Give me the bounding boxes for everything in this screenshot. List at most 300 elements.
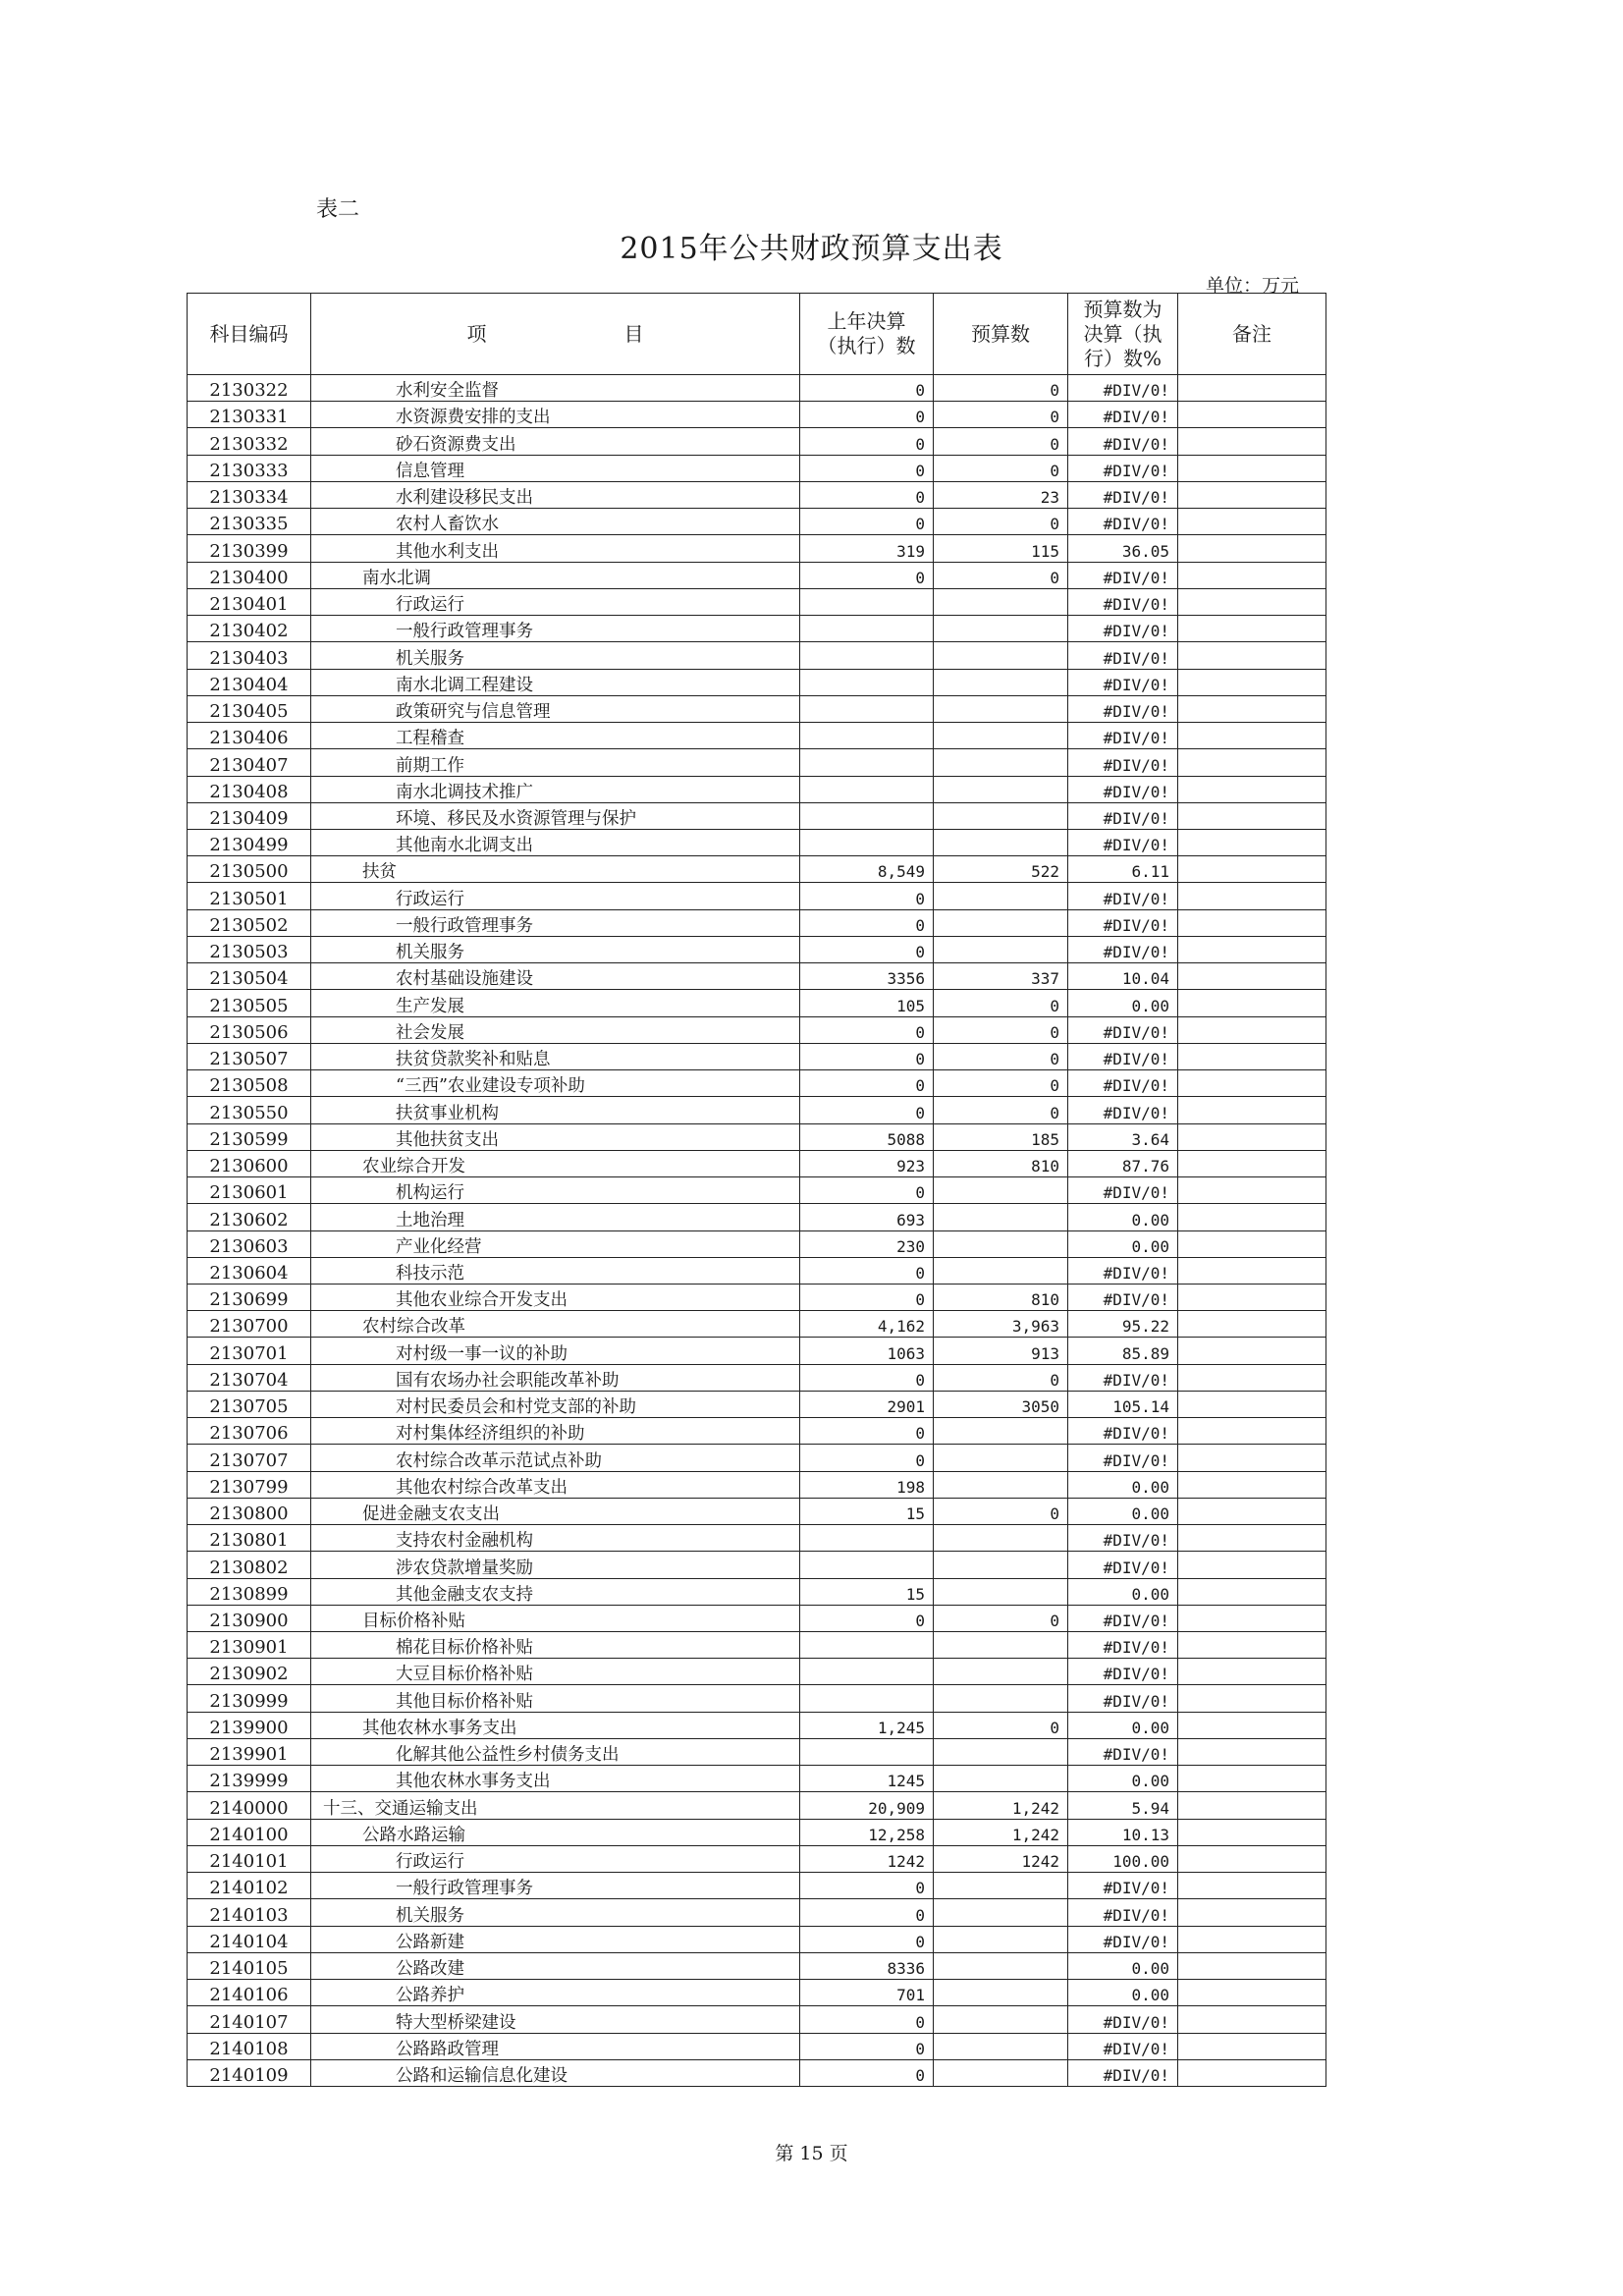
code-cell: 2130404 xyxy=(188,669,311,695)
note-cell xyxy=(1178,963,1326,990)
note-cell xyxy=(1178,936,1326,962)
item-name-cell: “三西”农业建设专项补助 xyxy=(311,1070,800,1097)
item-name-cell: 扶贫事业机构 xyxy=(311,1097,800,1123)
code-cell: 2130900 xyxy=(188,1605,311,1631)
note-cell xyxy=(1178,802,1326,829)
item-name-cell: 农村基础设施建设 xyxy=(311,963,800,990)
item-name-cell: 行政运行 xyxy=(311,883,800,909)
table-row xyxy=(188,669,1326,695)
table-row xyxy=(188,1230,1326,1257)
budget-cell: 0 xyxy=(934,428,1068,455)
item-name-cell: 一般行政管理事务 xyxy=(311,909,800,936)
code-cell: 2130499 xyxy=(188,829,311,855)
last-year-cell: 2901 xyxy=(800,1391,934,1417)
code-cell: 2130405 xyxy=(188,695,311,722)
note-cell xyxy=(1178,1070,1326,1097)
ratio-cell: #DIV/0! xyxy=(1068,562,1178,588)
last-year-cell: 3356 xyxy=(800,963,934,990)
last-year-cell: 1242 xyxy=(800,1845,934,1872)
code-cell: 2130335 xyxy=(188,509,311,535)
item-name-cell: 农村综合改革 xyxy=(311,1311,800,1338)
ratio-cell: #DIV/0! xyxy=(1068,588,1178,615)
item-name-cell: 扶贫 xyxy=(311,856,800,883)
table-row xyxy=(188,2006,1326,2033)
last-year-cell: 8336 xyxy=(800,1952,934,1979)
note-cell xyxy=(1178,1845,1326,1872)
note-cell xyxy=(1178,1097,1326,1123)
budget-cell xyxy=(934,749,1068,776)
note-cell xyxy=(1178,1123,1326,1150)
code-cell: 2130700 xyxy=(188,1311,311,1338)
ratio-cell: #DIV/0! xyxy=(1068,1284,1178,1310)
item-name-cell: 机关服务 xyxy=(311,936,800,962)
last-year-cell: 0 xyxy=(800,883,934,909)
item-name-cell: 公路养护 xyxy=(311,1980,800,2006)
last-year-cell xyxy=(800,695,934,722)
table-row xyxy=(188,481,1326,508)
ratio-cell: #DIV/0! xyxy=(1068,802,1178,829)
code-cell: 2130334 xyxy=(188,481,311,508)
note-cell xyxy=(1178,1284,1326,1310)
last-year-cell: 0 xyxy=(800,481,934,508)
last-year-cell: 0 xyxy=(800,1257,934,1284)
last-year-cell: 0 xyxy=(800,509,934,535)
note-cell xyxy=(1178,1043,1326,1069)
table-row xyxy=(188,1926,1326,1952)
note-cell xyxy=(1178,1311,1326,1338)
item-name-cell: 其他农林水事务支出 xyxy=(311,1766,800,1792)
table-row xyxy=(188,1578,1326,1605)
code-cell: 2139901 xyxy=(188,1738,311,1765)
table-row xyxy=(188,1097,1326,1123)
table-row xyxy=(188,1471,1326,1498)
table-row xyxy=(188,455,1326,481)
note-cell xyxy=(1178,1605,1326,1631)
code-cell: 2130800 xyxy=(188,1498,311,1524)
note-cell xyxy=(1178,509,1326,535)
item-name-cell: 社会发展 xyxy=(311,1016,800,1043)
ratio-cell: 0.00 xyxy=(1068,1952,1178,1979)
budget-cell xyxy=(934,1632,1068,1659)
table-row xyxy=(188,1766,1326,1792)
code-cell: 2130705 xyxy=(188,1391,311,1417)
item-name-cell: 砂石资源费支出 xyxy=(311,428,800,455)
last-year-cell: 0 xyxy=(800,428,934,455)
budget-cell: 0 xyxy=(934,1097,1068,1123)
code-cell: 2130601 xyxy=(188,1177,311,1204)
item-name-cell: 工程稽查 xyxy=(311,723,800,749)
budget-cell xyxy=(934,909,1068,936)
table-row xyxy=(188,883,1326,909)
col-header-note: 备注 xyxy=(1178,294,1326,375)
budget-cell: 115 xyxy=(934,535,1068,562)
budget-cell: 3,963 xyxy=(934,1311,1068,1338)
table-row xyxy=(188,1043,1326,1069)
note-cell xyxy=(1178,1177,1326,1204)
code-cell: 2130504 xyxy=(188,963,311,990)
table-row xyxy=(188,1552,1326,1578)
item-name-cell: 国有农场办社会职能改革补助 xyxy=(311,1364,800,1391)
note-cell xyxy=(1178,2006,1326,2033)
table-row xyxy=(188,1257,1326,1284)
code-cell: 2130507 xyxy=(188,1043,311,1069)
table-row xyxy=(188,1338,1326,1364)
budget-cell xyxy=(934,723,1068,749)
ratio-cell: #DIV/0! xyxy=(1068,2033,1178,2059)
code-cell: 2130999 xyxy=(188,1685,311,1712)
code-cell: 2130899 xyxy=(188,1578,311,1605)
note-cell xyxy=(1178,1338,1326,1364)
code-cell: 2130403 xyxy=(188,642,311,669)
last-year-cell: 8,549 xyxy=(800,856,934,883)
note-cell xyxy=(1178,455,1326,481)
budget-cell: 3050 xyxy=(934,1391,1068,1417)
item-name-cell: 行政运行 xyxy=(311,1845,800,1872)
item-name-cell: 对村级一事一议的补助 xyxy=(311,1338,800,1364)
ratio-cell: 0.00 xyxy=(1068,1230,1178,1257)
code-cell: 2140100 xyxy=(188,1819,311,1845)
table-row xyxy=(188,829,1326,855)
last-year-cell xyxy=(800,723,934,749)
last-year-cell: 12,258 xyxy=(800,1819,934,1845)
code-cell: 2130699 xyxy=(188,1284,311,1310)
code-cell: 2130602 xyxy=(188,1204,311,1230)
item-name-cell: 南水北调 xyxy=(311,562,800,588)
budget-cell xyxy=(934,1257,1068,1284)
budget-cell xyxy=(934,829,1068,855)
budget-cell xyxy=(934,1525,1068,1552)
table-row xyxy=(188,936,1326,962)
table-row xyxy=(188,1605,1326,1631)
ratio-cell: 6.11 xyxy=(1068,856,1178,883)
table-row xyxy=(188,1498,1326,1524)
code-cell: 2130599 xyxy=(188,1123,311,1150)
item-name-cell: 水利建设移民支出 xyxy=(311,481,800,508)
code-cell: 2130400 xyxy=(188,562,311,588)
ratio-cell: 10.04 xyxy=(1068,963,1178,990)
code-cell: 2130408 xyxy=(188,776,311,802)
table-row xyxy=(188,1980,1326,2006)
last-year-cell: 0 xyxy=(800,1097,934,1123)
budget-cell: 913 xyxy=(934,1338,1068,1364)
last-year-cell xyxy=(800,749,934,776)
code-cell: 2130506 xyxy=(188,1016,311,1043)
budget-cell xyxy=(934,1873,1068,1899)
ratio-cell: 0.00 xyxy=(1068,1578,1178,1605)
code-cell: 2130503 xyxy=(188,936,311,962)
item-name-cell: 扶贫贷款奖补和贴息 xyxy=(311,1043,800,1069)
note-cell xyxy=(1178,723,1326,749)
ratio-cell: #DIV/0! xyxy=(1068,1043,1178,1069)
code-cell: 2130333 xyxy=(188,455,311,481)
note-cell xyxy=(1178,2059,1326,2086)
code-cell: 2130505 xyxy=(188,990,311,1016)
code-cell: 2130401 xyxy=(188,588,311,615)
table-row xyxy=(188,723,1326,749)
note-cell xyxy=(1178,1819,1326,1845)
note-cell xyxy=(1178,428,1326,455)
code-cell: 2130704 xyxy=(188,1364,311,1391)
table-row xyxy=(188,588,1326,615)
table-row xyxy=(188,1525,1326,1552)
note-cell xyxy=(1178,1525,1326,1552)
code-cell: 2130331 xyxy=(188,402,311,428)
code-cell: 2130801 xyxy=(188,1525,311,1552)
last-year-cell xyxy=(800,1738,934,1765)
last-year-cell: 0 xyxy=(800,1284,934,1310)
table-row xyxy=(188,1364,1326,1391)
table-row xyxy=(188,1445,1326,1471)
item-name-cell: 其他农林水事务支出 xyxy=(311,1712,800,1738)
budget-cell xyxy=(934,1418,1068,1445)
item-name-cell: 农业综合开发 xyxy=(311,1150,800,1176)
note-cell xyxy=(1178,749,1326,776)
last-year-cell xyxy=(800,1552,934,1578)
last-year-cell: 1063 xyxy=(800,1338,934,1364)
budget-cell xyxy=(934,1204,1068,1230)
last-year-cell xyxy=(800,1685,934,1712)
note-cell xyxy=(1178,829,1326,855)
table-row xyxy=(188,562,1326,588)
budget-cell: 1,242 xyxy=(934,1792,1068,1819)
ratio-cell: #DIV/0! xyxy=(1068,723,1178,749)
note-cell xyxy=(1178,1230,1326,1257)
item-name-cell: 一般行政管理事务 xyxy=(311,616,800,642)
ratio-cell: #DIV/0! xyxy=(1068,428,1178,455)
table-row xyxy=(188,1792,1326,1819)
ratio-cell: #DIV/0! xyxy=(1068,1552,1178,1578)
budget-cell: 0 xyxy=(934,375,1068,402)
note-cell xyxy=(1178,990,1326,1016)
ratio-cell: #DIV/0! xyxy=(1068,695,1178,722)
note-cell xyxy=(1178,1712,1326,1738)
table-label: 表二 xyxy=(316,197,360,222)
code-cell: 2130500 xyxy=(188,856,311,883)
code-cell: 2140109 xyxy=(188,2059,311,2086)
table-row xyxy=(188,1391,1326,1417)
budget-cell xyxy=(934,1738,1068,1765)
last-year-cell: 0 xyxy=(800,1043,934,1069)
budget-cell: 0 xyxy=(934,509,1068,535)
ratio-cell: #DIV/0! xyxy=(1068,2006,1178,2033)
budget-cell: 0 xyxy=(934,1498,1068,1524)
item-name-cell: 支持农村金融机构 xyxy=(311,1525,800,1552)
ratio-cell: #DIV/0! xyxy=(1068,1738,1178,1765)
table-row xyxy=(188,2033,1326,2059)
code-cell: 2140103 xyxy=(188,1899,311,1926)
item-name-cell: 涉农贷款增量奖励 xyxy=(311,1552,800,1578)
last-year-cell: 15 xyxy=(800,1498,934,1524)
last-year-cell: 0 xyxy=(800,909,934,936)
code-cell: 2130502 xyxy=(188,909,311,936)
item-name-cell: 水资源费安排的支出 xyxy=(311,402,800,428)
note-cell xyxy=(1178,1792,1326,1819)
last-year-cell: 923 xyxy=(800,1150,934,1176)
unit-label: 单位：万元 xyxy=(1206,275,1300,297)
ratio-cell: #DIV/0! xyxy=(1068,402,1178,428)
ratio-cell: 5.94 xyxy=(1068,1792,1178,1819)
last-year-cell: 0 xyxy=(800,1926,934,1952)
note-cell xyxy=(1178,1899,1326,1926)
last-year-cell: 5088 xyxy=(800,1123,934,1150)
note-cell xyxy=(1178,1445,1326,1471)
col-header-code: 科目编码 xyxy=(188,294,311,375)
last-year-cell: 1,245 xyxy=(800,1712,934,1738)
note-cell xyxy=(1178,1204,1326,1230)
ratio-cell: 36.05 xyxy=(1068,535,1178,562)
ratio-cell: #DIV/0! xyxy=(1068,1097,1178,1123)
last-year-cell: 0 xyxy=(800,1418,934,1445)
ratio-cell: #DIV/0! xyxy=(1068,1070,1178,1097)
code-cell: 2140105 xyxy=(188,1952,311,1979)
item-name-cell: 公路和运输信息化建设 xyxy=(311,2059,800,2086)
last-year-cell: 0 xyxy=(800,2033,934,2059)
table-header-row xyxy=(188,294,1326,375)
code-cell: 2140101 xyxy=(188,1845,311,1872)
code-cell: 2130604 xyxy=(188,1257,311,1284)
last-year-cell: 105 xyxy=(800,990,934,1016)
last-year-cell: 0 xyxy=(800,1177,934,1204)
ratio-cell: #DIV/0! xyxy=(1068,2059,1178,2086)
ratio-cell: #DIV/0! xyxy=(1068,1605,1178,1631)
table-row xyxy=(188,1685,1326,1712)
budget-cell xyxy=(934,642,1068,669)
note-cell xyxy=(1178,1766,1326,1792)
item-name-cell: 南水北调工程建设 xyxy=(311,669,800,695)
ratio-cell: #DIV/0! xyxy=(1068,1873,1178,1899)
ratio-cell: 0.00 xyxy=(1068,1471,1178,1498)
col-header-budget: 预算数 xyxy=(934,294,1068,375)
code-cell: 2140102 xyxy=(188,1873,311,1899)
table-row xyxy=(188,1738,1326,1765)
last-year-cell xyxy=(800,1659,934,1685)
budget-cell: 0 xyxy=(934,455,1068,481)
item-name-cell: 促进金融支农支出 xyxy=(311,1498,800,1524)
item-name-cell: 产业化经营 xyxy=(311,1230,800,1257)
col-header-item: 项 目 xyxy=(311,294,800,375)
budget-cell: 185 xyxy=(934,1123,1068,1150)
ratio-cell: #DIV/0! xyxy=(1068,936,1178,962)
budget-cell xyxy=(934,1926,1068,1952)
ratio-cell: #DIV/0! xyxy=(1068,1926,1178,1952)
note-cell xyxy=(1178,642,1326,669)
budget-cell xyxy=(934,1471,1068,1498)
table-row xyxy=(188,2059,1326,2086)
ratio-cell: #DIV/0! xyxy=(1068,883,1178,909)
item-name-cell: 其他扶贫支出 xyxy=(311,1123,800,1150)
budget-cell: 0 xyxy=(934,1712,1068,1738)
ratio-cell: #DIV/0! xyxy=(1068,455,1178,481)
last-year-cell xyxy=(800,1632,934,1659)
code-cell: 2139900 xyxy=(188,1712,311,1738)
item-name-cell: 其他水利支出 xyxy=(311,535,800,562)
item-name-cell: 大豆目标价格补贴 xyxy=(311,1659,800,1685)
code-cell: 2130701 xyxy=(188,1338,311,1364)
ratio-cell: #DIV/0! xyxy=(1068,509,1178,535)
last-year-cell: 319 xyxy=(800,535,934,562)
ratio-cell: 10.13 xyxy=(1068,1819,1178,1845)
ratio-cell: 0.00 xyxy=(1068,1204,1178,1230)
item-name-cell: 机关服务 xyxy=(311,1899,800,1926)
table-body xyxy=(188,375,1326,2087)
note-cell xyxy=(1178,562,1326,588)
budget-cell: 0 xyxy=(934,402,1068,428)
table-row xyxy=(188,1016,1326,1043)
item-name-cell: 特大型桥梁建设 xyxy=(311,2006,800,2033)
ratio-cell: #DIV/0! xyxy=(1068,1445,1178,1471)
note-cell xyxy=(1178,375,1326,402)
table-row xyxy=(188,509,1326,535)
code-cell: 2130402 xyxy=(188,616,311,642)
last-year-cell: 0 xyxy=(800,2006,934,2033)
ratio-cell: #DIV/0! xyxy=(1068,1632,1178,1659)
table-row xyxy=(188,535,1326,562)
table-row xyxy=(188,428,1326,455)
note-cell xyxy=(1178,1257,1326,1284)
item-name-cell: 公路路政管理 xyxy=(311,2033,800,2059)
item-name-cell: 生产发展 xyxy=(311,990,800,1016)
item-name-cell: 土地治理 xyxy=(311,1204,800,1230)
code-cell: 2130901 xyxy=(188,1632,311,1659)
last-year-cell: 0 xyxy=(800,1605,934,1631)
ratio-cell: #DIV/0! xyxy=(1068,642,1178,669)
note-cell xyxy=(1178,616,1326,642)
code-cell: 2130332 xyxy=(188,428,311,455)
budget-cell: 1242 xyxy=(934,1845,1068,1872)
item-name-cell: 公路水路运输 xyxy=(311,1819,800,1845)
table-row xyxy=(188,1070,1326,1097)
budget-cell xyxy=(934,1445,1068,1471)
last-year-cell xyxy=(800,616,934,642)
ratio-cell: 85.89 xyxy=(1068,1338,1178,1364)
budget-cell xyxy=(934,1952,1068,1979)
item-name-cell: 信息管理 xyxy=(311,455,800,481)
ratio-cell: #DIV/0! xyxy=(1068,776,1178,802)
ratio-cell: #DIV/0! xyxy=(1068,1418,1178,1445)
budget-cell xyxy=(934,936,1068,962)
table-row xyxy=(188,1311,1326,1338)
code-cell: 2140107 xyxy=(188,2006,311,2033)
note-cell xyxy=(1178,1632,1326,1659)
item-name-cell: 农村综合改革示范试点补助 xyxy=(311,1445,800,1471)
item-name-cell: 环境、移民及水资源管理与保护 xyxy=(311,802,800,829)
note-cell xyxy=(1178,1016,1326,1043)
code-cell: 2130707 xyxy=(188,1445,311,1471)
table-row xyxy=(188,1150,1326,1176)
last-year-cell: 1245 xyxy=(800,1766,934,1792)
budget-cell: 522 xyxy=(934,856,1068,883)
note-cell xyxy=(1178,1952,1326,1979)
table-row xyxy=(188,1845,1326,1872)
note-cell xyxy=(1178,1364,1326,1391)
col-header-ratio: 预算数为决算（执行）数% xyxy=(1068,294,1178,375)
table-row xyxy=(188,1284,1326,1310)
table-row xyxy=(188,1952,1326,1979)
ratio-cell: 105.14 xyxy=(1068,1391,1178,1417)
budget-cell xyxy=(934,1578,1068,1605)
ratio-cell: #DIV/0! xyxy=(1068,1525,1178,1552)
budget-cell xyxy=(934,588,1068,615)
budget-cell xyxy=(934,669,1068,695)
last-year-cell: 0 xyxy=(800,2059,934,2086)
note-cell xyxy=(1178,1980,1326,2006)
table-row xyxy=(188,1204,1326,1230)
code-cell: 2130322 xyxy=(188,375,311,402)
ratio-cell: 0.00 xyxy=(1068,1712,1178,1738)
note-cell xyxy=(1178,1418,1326,1445)
item-name-cell: 水利安全监督 xyxy=(311,375,800,402)
item-name-cell: 十三、交通运输支出 xyxy=(311,1792,800,1819)
